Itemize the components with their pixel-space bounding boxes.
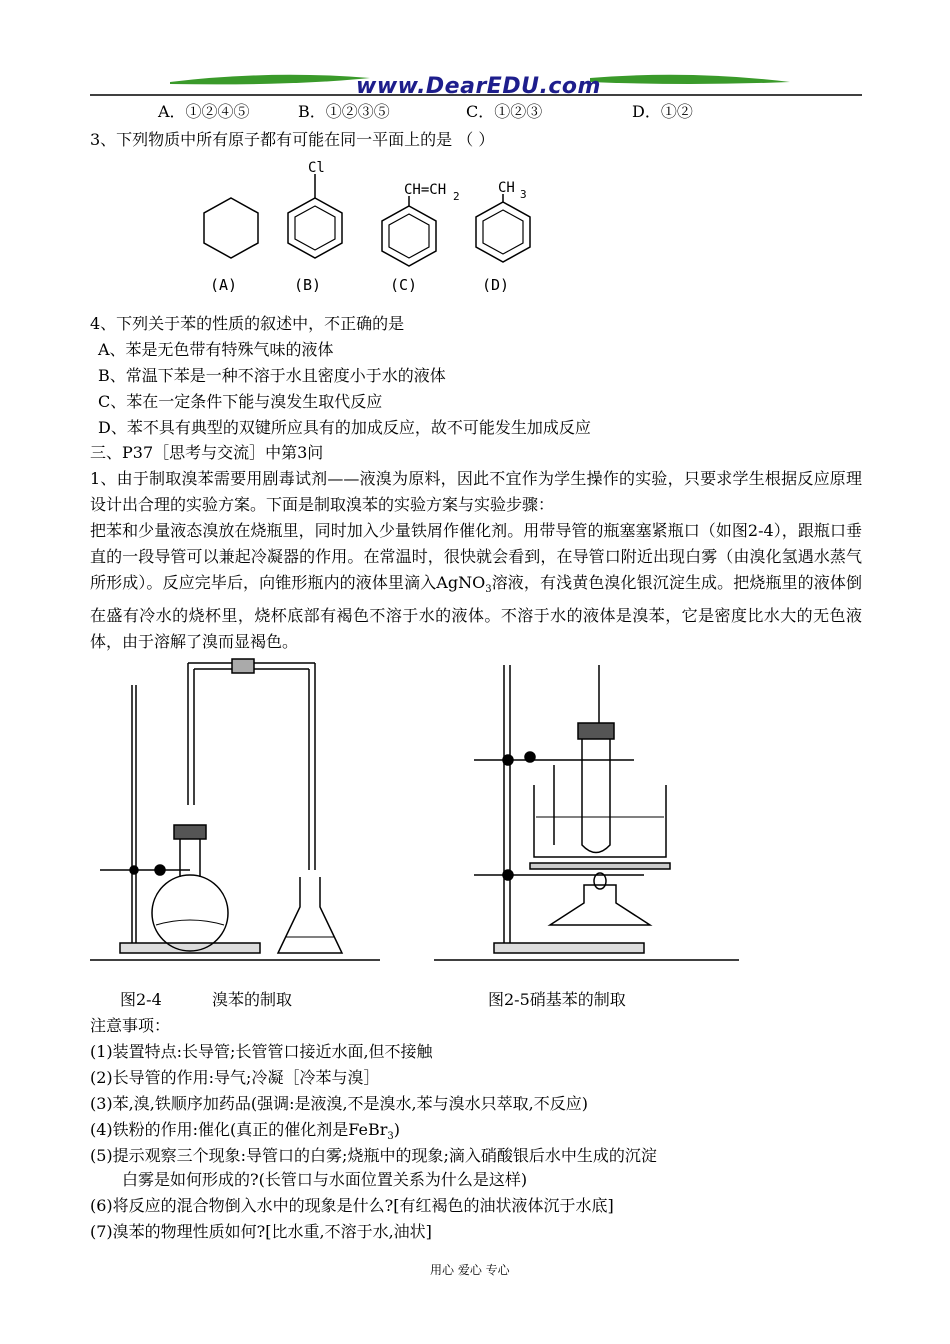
label-b: (B) [294, 276, 322, 294]
figure-2-5-apparatus [434, 645, 744, 965]
section3-para2 [90, 518, 862, 655]
substituent-d-sub: 3 [520, 188, 527, 201]
note-item-3: (3)苯,溴,铁顺序加药品(强调:是液溴,不是溴水,苯与溴水只萃取,不反应) [90, 1094, 588, 1113]
note-item-4-end: ) [393, 1120, 401, 1139]
note-item-6: (6)将反应的混合物倒入水中的现象是什么?[有红褐色的油状液体沉于水底] [90, 1196, 614, 1215]
label-a: (A) [210, 276, 238, 294]
structure-c [382, 182, 460, 266]
substituent-c-sub: 2 [453, 190, 460, 203]
flask-neck [180, 839, 200, 877]
fig1-title: 溴苯的制取 [212, 990, 293, 1009]
fig1-number: 图2-4 [120, 990, 162, 1009]
q2-option-c: C．①②③ [466, 102, 543, 121]
q4-option-a: A、苯是无色带有特殊气味的液体 [98, 340, 334, 359]
tube-joint [232, 659, 254, 673]
notes-heading: 注意事项： [90, 1016, 171, 1035]
q4-option-c: C、苯在一定条件下能与溴发生取代反应 [98, 392, 383, 411]
structure-b [288, 160, 342, 258]
q2-option-a: A．①②④⑤ [158, 102, 250, 121]
label-c: (C) [390, 276, 418, 294]
banner-swoosh-right [590, 75, 790, 84]
structure-d [476, 180, 530, 262]
section3-heading: 三、P37［思考与交流］中第3问 [90, 443, 324, 462]
structure-a-ring [204, 198, 258, 258]
site-logo[interactable]: www.DearEDU.com [356, 74, 601, 99]
wire-gauze [530, 863, 670, 869]
note-item-4-text: (4)铁粉的作用:催化(真正的催化剂是FeBr [90, 1120, 388, 1139]
note-item-1: (1)装置特点:长导管;长管管口接近水面,但不接触 [90, 1042, 433, 1061]
para2-part-a: 把苯和少量液态溴放在烧瓶里，同时加入少量铁屑作催化剂。用带导管的瓶塞塞紧瓶口（如图2-4），跟瓶口垂直的一段导管可以兼起冷凝器的作用。在常温时，很快就会看到，在导管口附近出现白雾（由溴化氢遇水蒸气所形成）。反应完毕后，向锥形瓶内的液体里滴入AgNO [90, 521, 862, 592]
test-tube [582, 739, 610, 853]
burner [550, 885, 650, 925]
section3-para1: 1、由于制取溴苯需要用剧毒试剂——液溴为原料，因此不宜作为学生操作的实验，只要求学生根据反应原理设计出合理的实验方案。下面是制取溴苯的实验方案与实验步骤： [90, 469, 862, 514]
q4-question: 4、下列关于苯的性质的叙述中，不正确的是 [90, 314, 405, 333]
q3-question: 3、下列物质中所有原子都有可能在同一平面上的是 （ ） [90, 130, 495, 149]
label-d: (D) [482, 276, 510, 294]
flask-stopper [174, 825, 206, 839]
para2-subscript: 3 [485, 584, 492, 596]
flask-liquid [156, 920, 224, 925]
note-item-7: (7)溴苯的物理性质如何?[比水重,不溶于水,油状] [90, 1222, 432, 1241]
q4-option-d: D、苯不具有典型的双键所应具有的加成反应，故不可能发生加成反应 [98, 418, 591, 437]
q2-option-d: D．①② [632, 102, 693, 121]
note-item-4-sub: 3 [387, 1131, 394, 1143]
conical-flask [278, 877, 342, 953]
substituent-b: Cl [308, 160, 325, 176]
para2-part-b: 溶液，有浅黄色溴化银沉淀生成。把烧瓶里的液体倒在盛有冷水的烧杯里，烧杯底部有褐色不溶于水的液体。不溶于水的液体是溴苯，它是密度比水大的无色液体，由于溶解了溴而显褐色。 [90, 573, 862, 652]
note-item-5: (5)提示观察三个现象:导管口的白雾;烧瓶中的现象;滴入硝酸银后水中生成的沉淀 [90, 1146, 657, 1165]
note-item-5-cont: 白雾是如何形成的?(长管口与水面位置关系为什么是这样) [122, 1170, 528, 1189]
figure-2-4-apparatus [90, 645, 380, 965]
q2-option-b: B．①②③⑤ [298, 102, 390, 121]
q4-option-b: B、常温下苯是一种不溶于水且密度小于水的液体 [98, 366, 446, 385]
round-flask [152, 875, 228, 951]
substituent-c: CH=CH [404, 182, 447, 198]
note-item-2: (2)长导管的作用:导气;冷凝［冷苯与溴］ [90, 1068, 380, 1087]
stand-base [494, 943, 644, 953]
fig2-caption: 图2-5硝基苯的制取 [488, 990, 626, 1009]
clamp-knob [130, 866, 138, 874]
page-footer: 用心 爱心 专心 [430, 1263, 510, 1277]
tube-stopper [578, 723, 614, 739]
banner-swoosh-left [170, 75, 370, 85]
substituent-d: CH [498, 180, 515, 196]
q3-structures [190, 150, 550, 300]
